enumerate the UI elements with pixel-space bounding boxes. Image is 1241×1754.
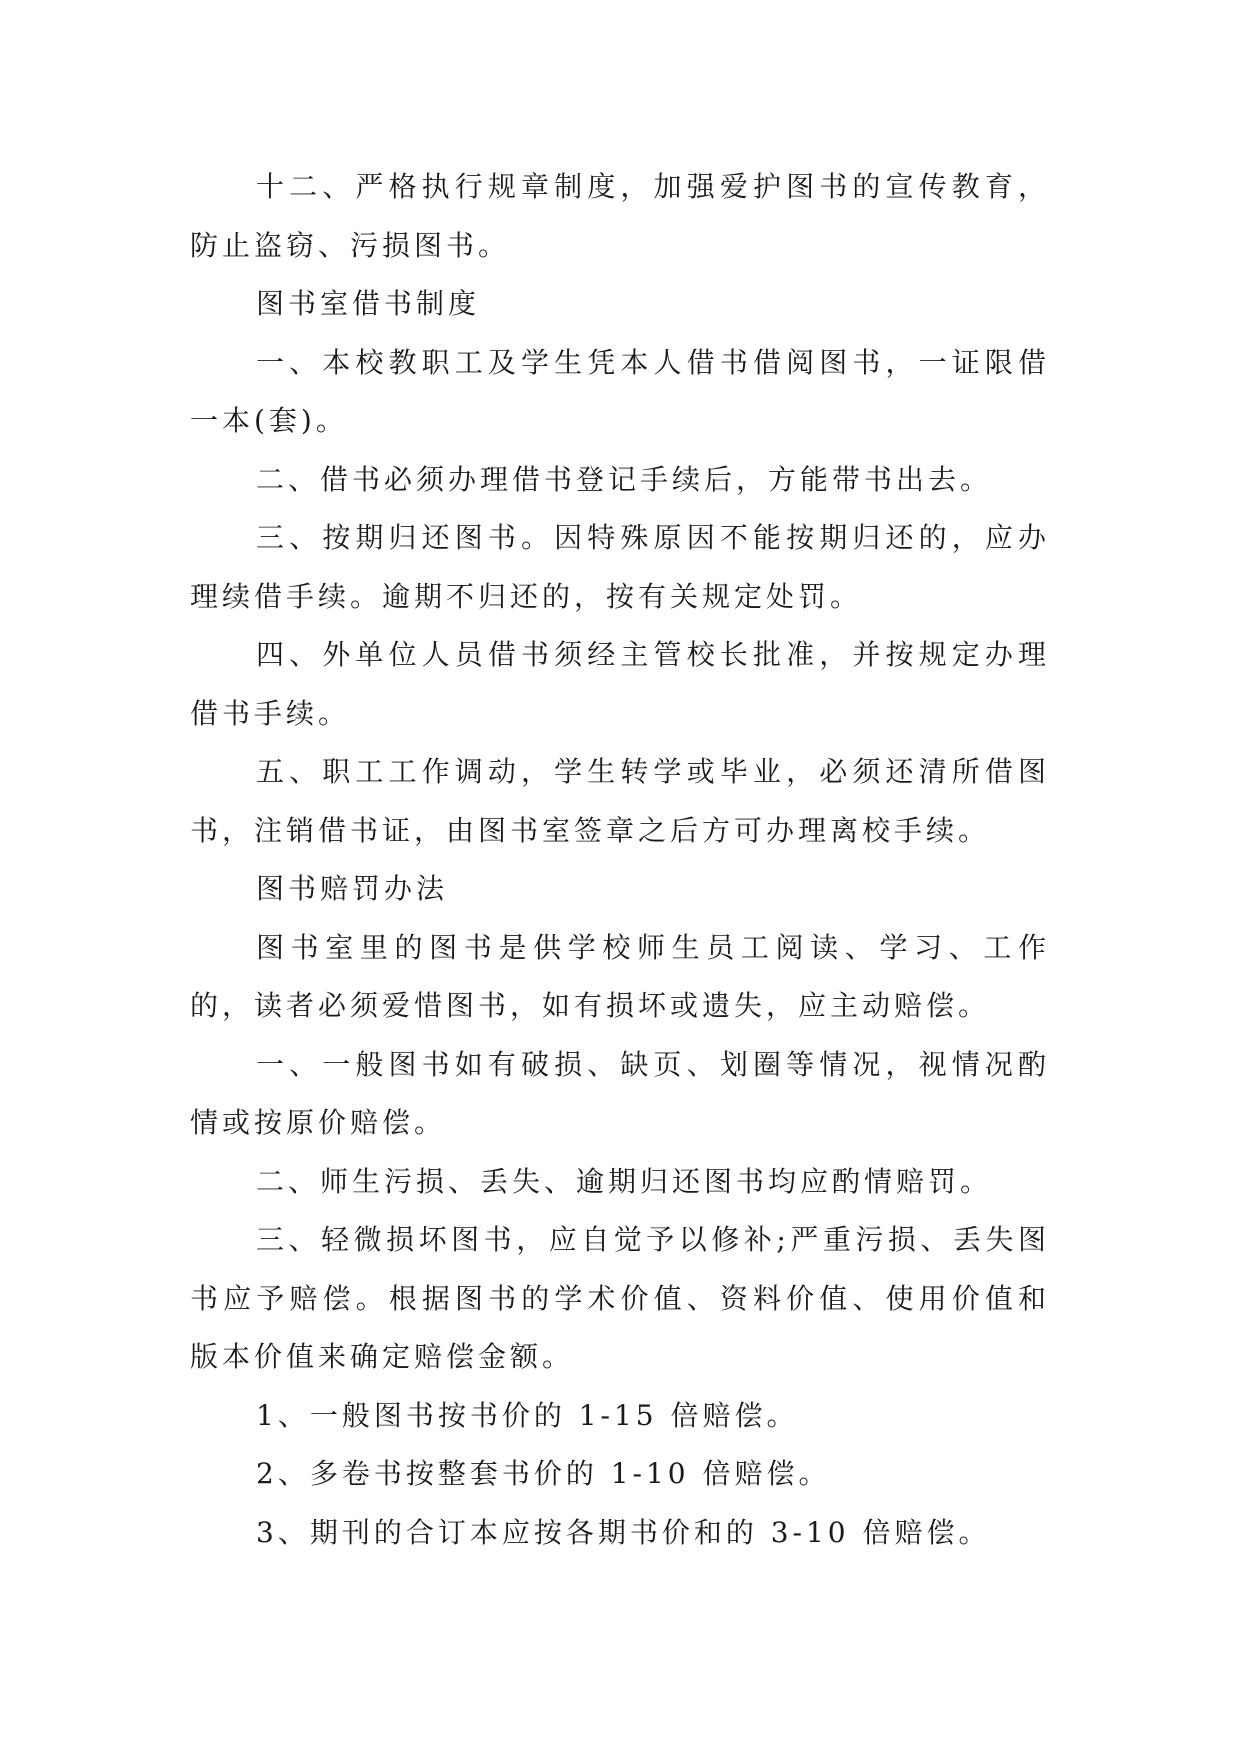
paragraph-borrow-rule-4: 四、外单位人员借书须经主管校长批准，并按规定办理借书手续。 <box>190 638 1050 730</box>
paragraph-borrow-rule-2: 二、借书必须办理借书登记手续后，方能带书出去。 <box>256 462 993 496</box>
list-item-general-books: 1、一般图书按书价的 1-15 倍赔偿。 <box>256 1398 799 1432</box>
document-page <box>190 158 1050 1562</box>
list-item-multi-volume-books: 2、多卷书按整套书价的 1-10 倍赔偿。 <box>256 1457 831 1490</box>
paragraph-compensation-intro: 图书室里的图书是供学校师生员工阅读、学习、工作的，读者必须爱惜图书，如有损坏或遗失，应主动赔偿。 <box>190 930 1050 1022</box>
paragraph-compensation-rule-1: 一、一般图书如有破损、缺页、划圈等情况，视情况酌情或按原价赔偿。 <box>190 1047 1050 1139</box>
section-heading-borrowing-rules: 图书室借书制度 <box>256 287 481 320</box>
section-heading-compensation-rules: 图书赔罚办法 <box>256 872 449 905</box>
paragraph-compensation-rule-2: 二、师生污损、丢失、逾期归还图书均应酌情赔罚。 <box>256 1164 993 1198</box>
paragraph-borrow-rule-5: 五、职工工作调动，学生转学或毕业，必须还清所借图书，注销借书证，由图书室签章之后方可办理离校手续。 <box>190 755 1050 847</box>
paragraph-rule-12: 十二、严格执行规章制度，加强爱护图书的宣传教育，防止盗窃、污损图书。 <box>190 170 1050 262</box>
paragraph-compensation-rule-3: 三、轻微损坏图书，应自觉予以修补;严重污损、丢失图书应予赔偿。根据图书的学术价值、资料价值、使用价值和版本价值来确定赔偿金额。 <box>190 1223 1050 1373</box>
paragraph-borrow-rule-3: 三、按期归还图书。因特殊原因不能按期归还的，应办理续借手续。逾期不归还的，按有关规定处罚。 <box>190 521 1050 613</box>
list-item-bound-periodicals: 3、期刊的合订本应按各期书价和的 3-10 倍赔偿。 <box>256 1515 991 1549</box>
paragraph-borrow-rule-1: 一、本校教职工及学生凭本人借书借阅图书，一证限借一本(套)。 <box>190 345 1050 437</box>
